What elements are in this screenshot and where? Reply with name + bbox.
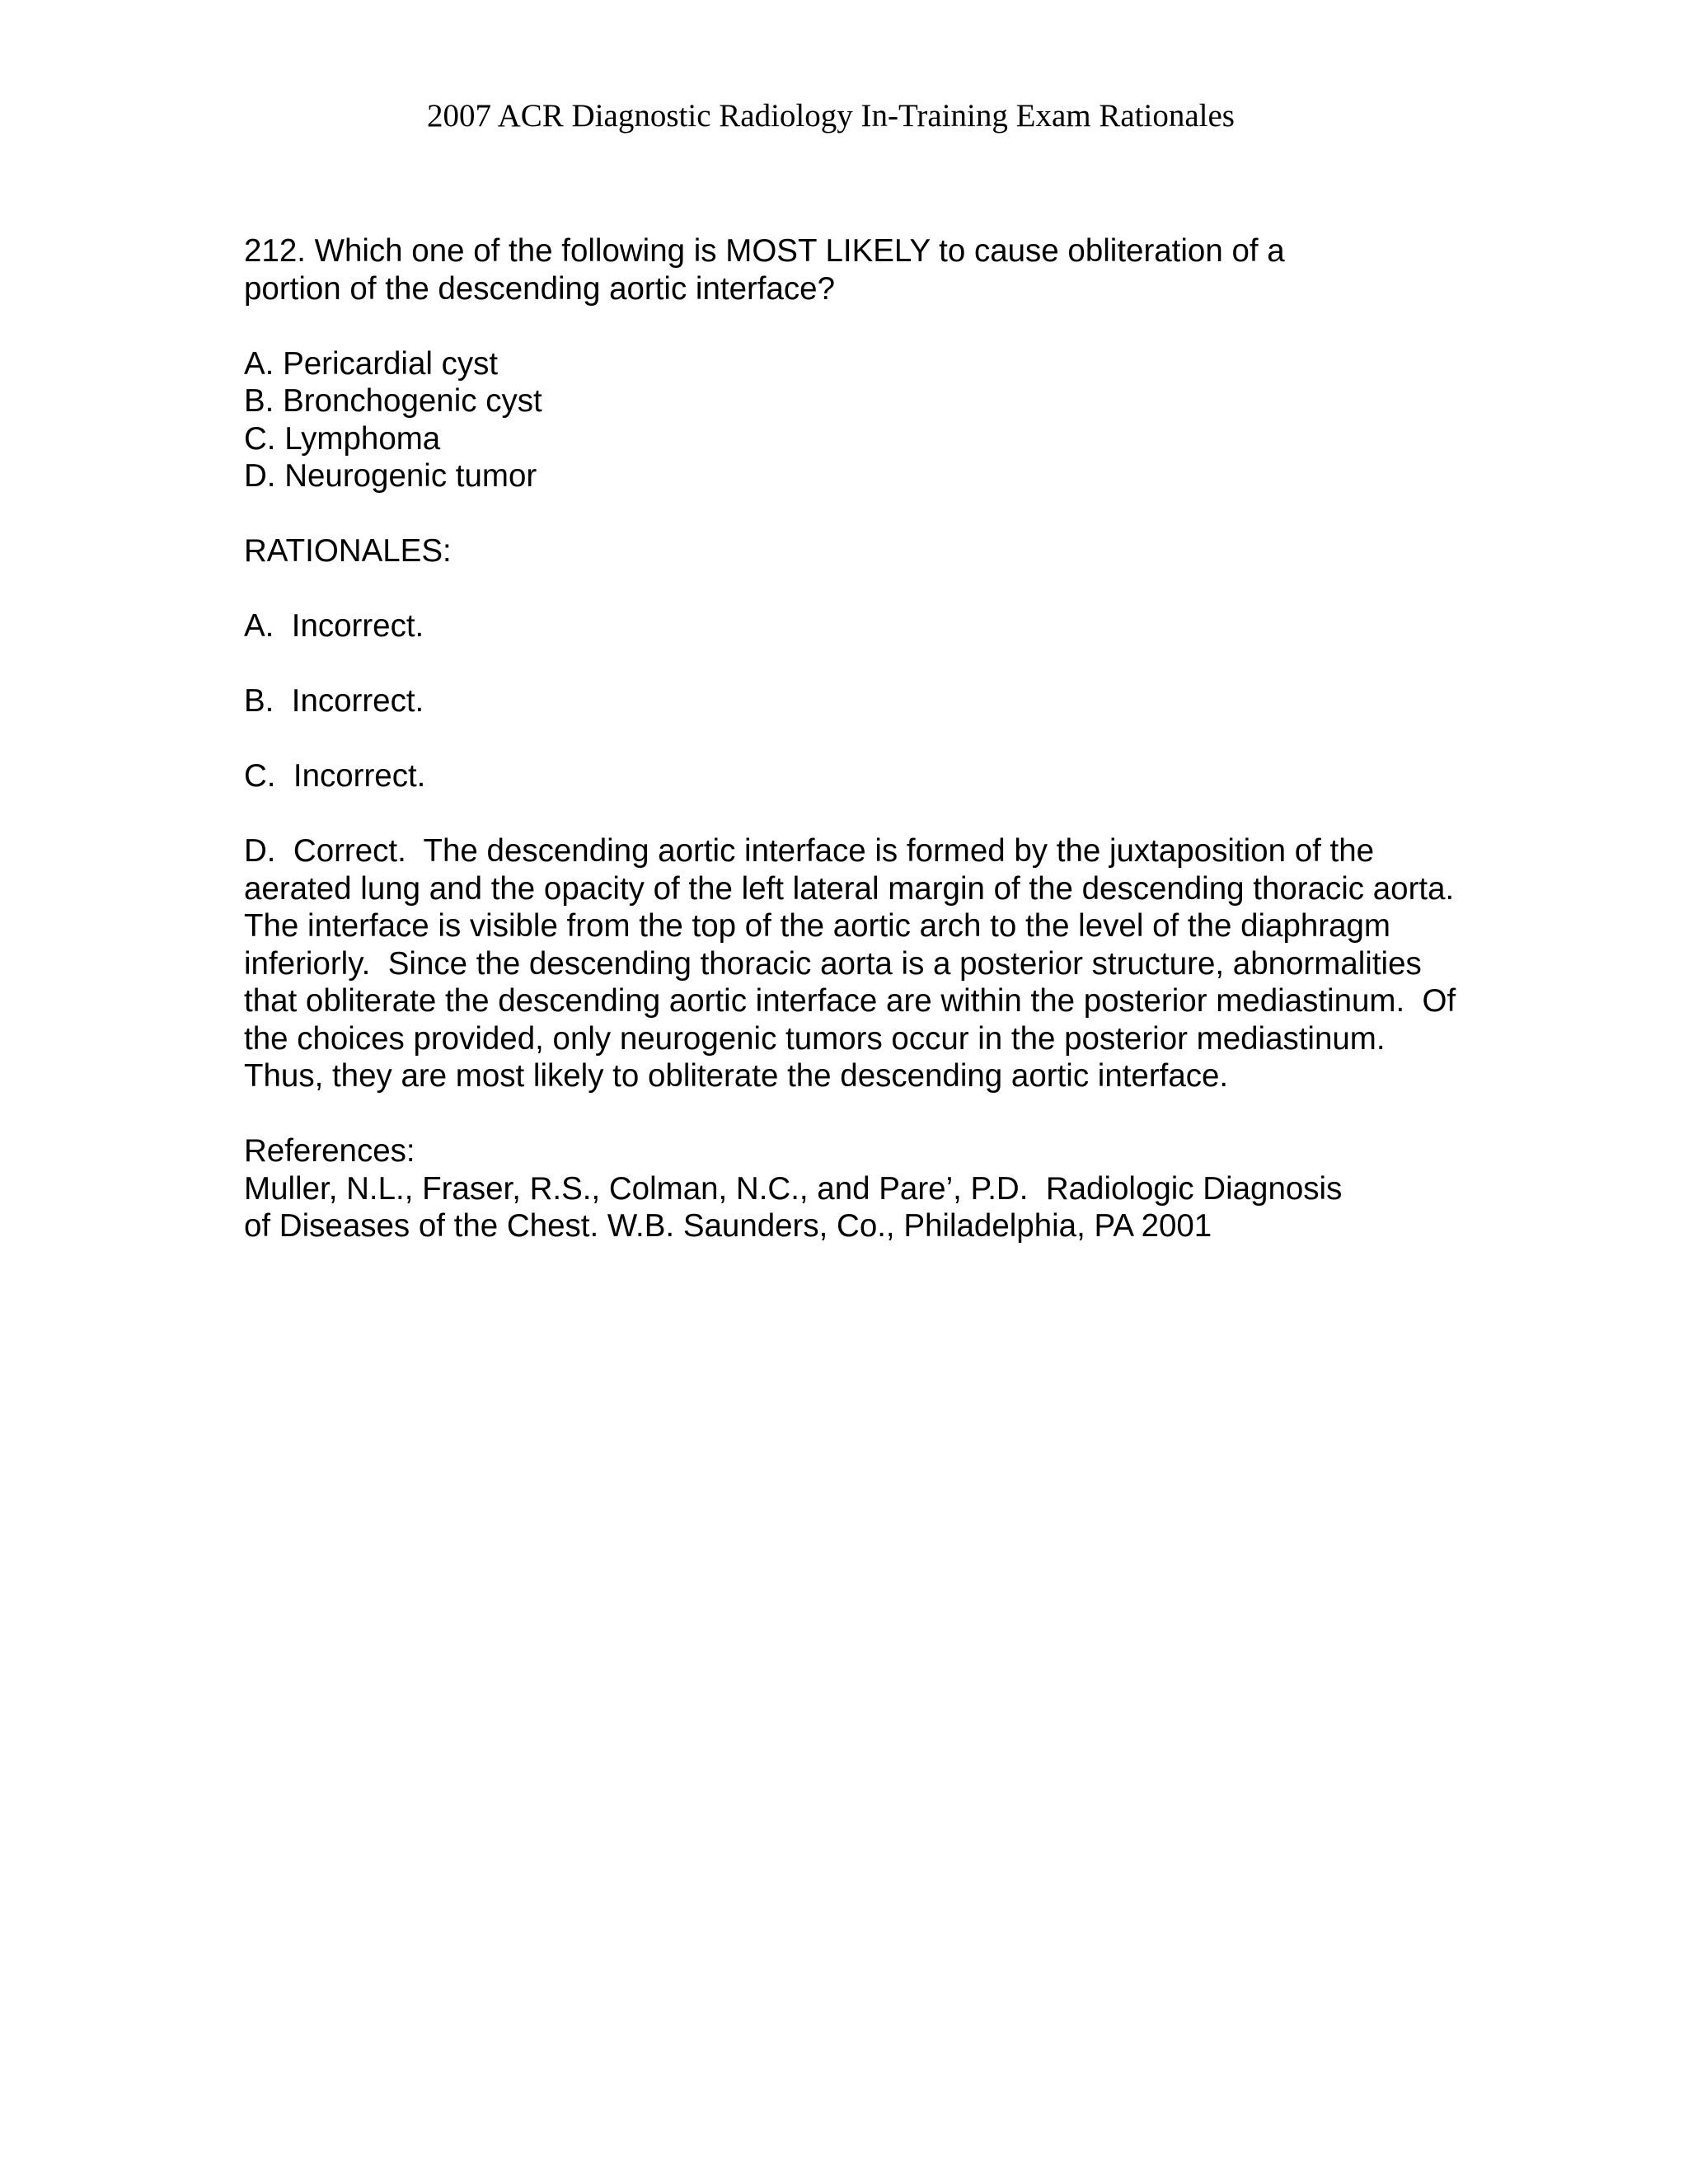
- spacer: [244, 795, 1596, 833]
- rationale-a: A. Incorrect.: [244, 608, 424, 644]
- spacer: [244, 645, 1596, 683]
- rationale-d-line: The interface is visible from the top of the aortic arch to the level of the diaphragm: [244, 908, 1391, 944]
- rationale-d-line: inferiorly. Since the descending thoracic aorta is a posterior structure, abnormalities: [244, 945, 1422, 982]
- reference-line: Muller, N.L., Fraser, R.S., Colman, N.C., and Pare’, P.D. Radiologic Diagnosis: [244, 1170, 1343, 1207]
- rationale-d-line: that obliterate the descending aortic interface are within the posterior mediastinum. Of: [244, 983, 1456, 1019]
- option-a: A. Pericardial cyst: [244, 345, 499, 382]
- references-section: [244, 1132, 1596, 1245]
- rationale-b: B. Incorrect.: [244, 683, 424, 719]
- rationales-heading: RATIONALES:: [244, 533, 452, 569]
- question-line: portion of the descending aortic interface?: [244, 270, 835, 307]
- question-line: 212. Which one of the following is MOST LIKELY to cause obliteration of a: [244, 233, 1285, 269]
- option-c: C. Lymphoma: [244, 420, 441, 457]
- spacer: [244, 495, 1596, 533]
- document-body: [244, 232, 1596, 1245]
- spacer: [244, 570, 1596, 608]
- reference-line: of Diseases of the Chest. W.B. Saunders, Co., Philadelphia, PA 2001: [244, 1208, 1212, 1244]
- rationale-d-line: D. Correct. The descending aortic interface is formed by the juxtaposition of the: [244, 833, 1375, 869]
- spacer: [244, 720, 1596, 758]
- spacer: [244, 307, 1596, 345]
- option-b: B. Bronchogenic cyst: [244, 383, 542, 419]
- spacer: [244, 1095, 1596, 1133]
- answer-options: [244, 345, 1596, 495]
- option-d: D. Neurogenic tumor: [244, 458, 537, 494]
- rationale-d-line: Thus, they are most likely to obliterate the descending aortic interface.: [244, 1058, 1229, 1094]
- rationale-c: C. Incorrect.: [244, 758, 426, 794]
- rationale-d-line: the choices provided, only neurogenic tumors occur in the posterior mediastinum.: [244, 1020, 1386, 1057]
- page-header: 2007 ACR Diagnostic Radiology In-Training Exam Rationales: [427, 98, 1235, 134]
- references-heading: References:: [244, 1133, 415, 1169]
- rationale-d: [244, 832, 1596, 1095]
- question-stem: [244, 232, 1596, 307]
- rationale-d-line: aerated lung and the opacity of the left lateral margin of the descending thoracic aorta.: [244, 870, 1455, 907]
